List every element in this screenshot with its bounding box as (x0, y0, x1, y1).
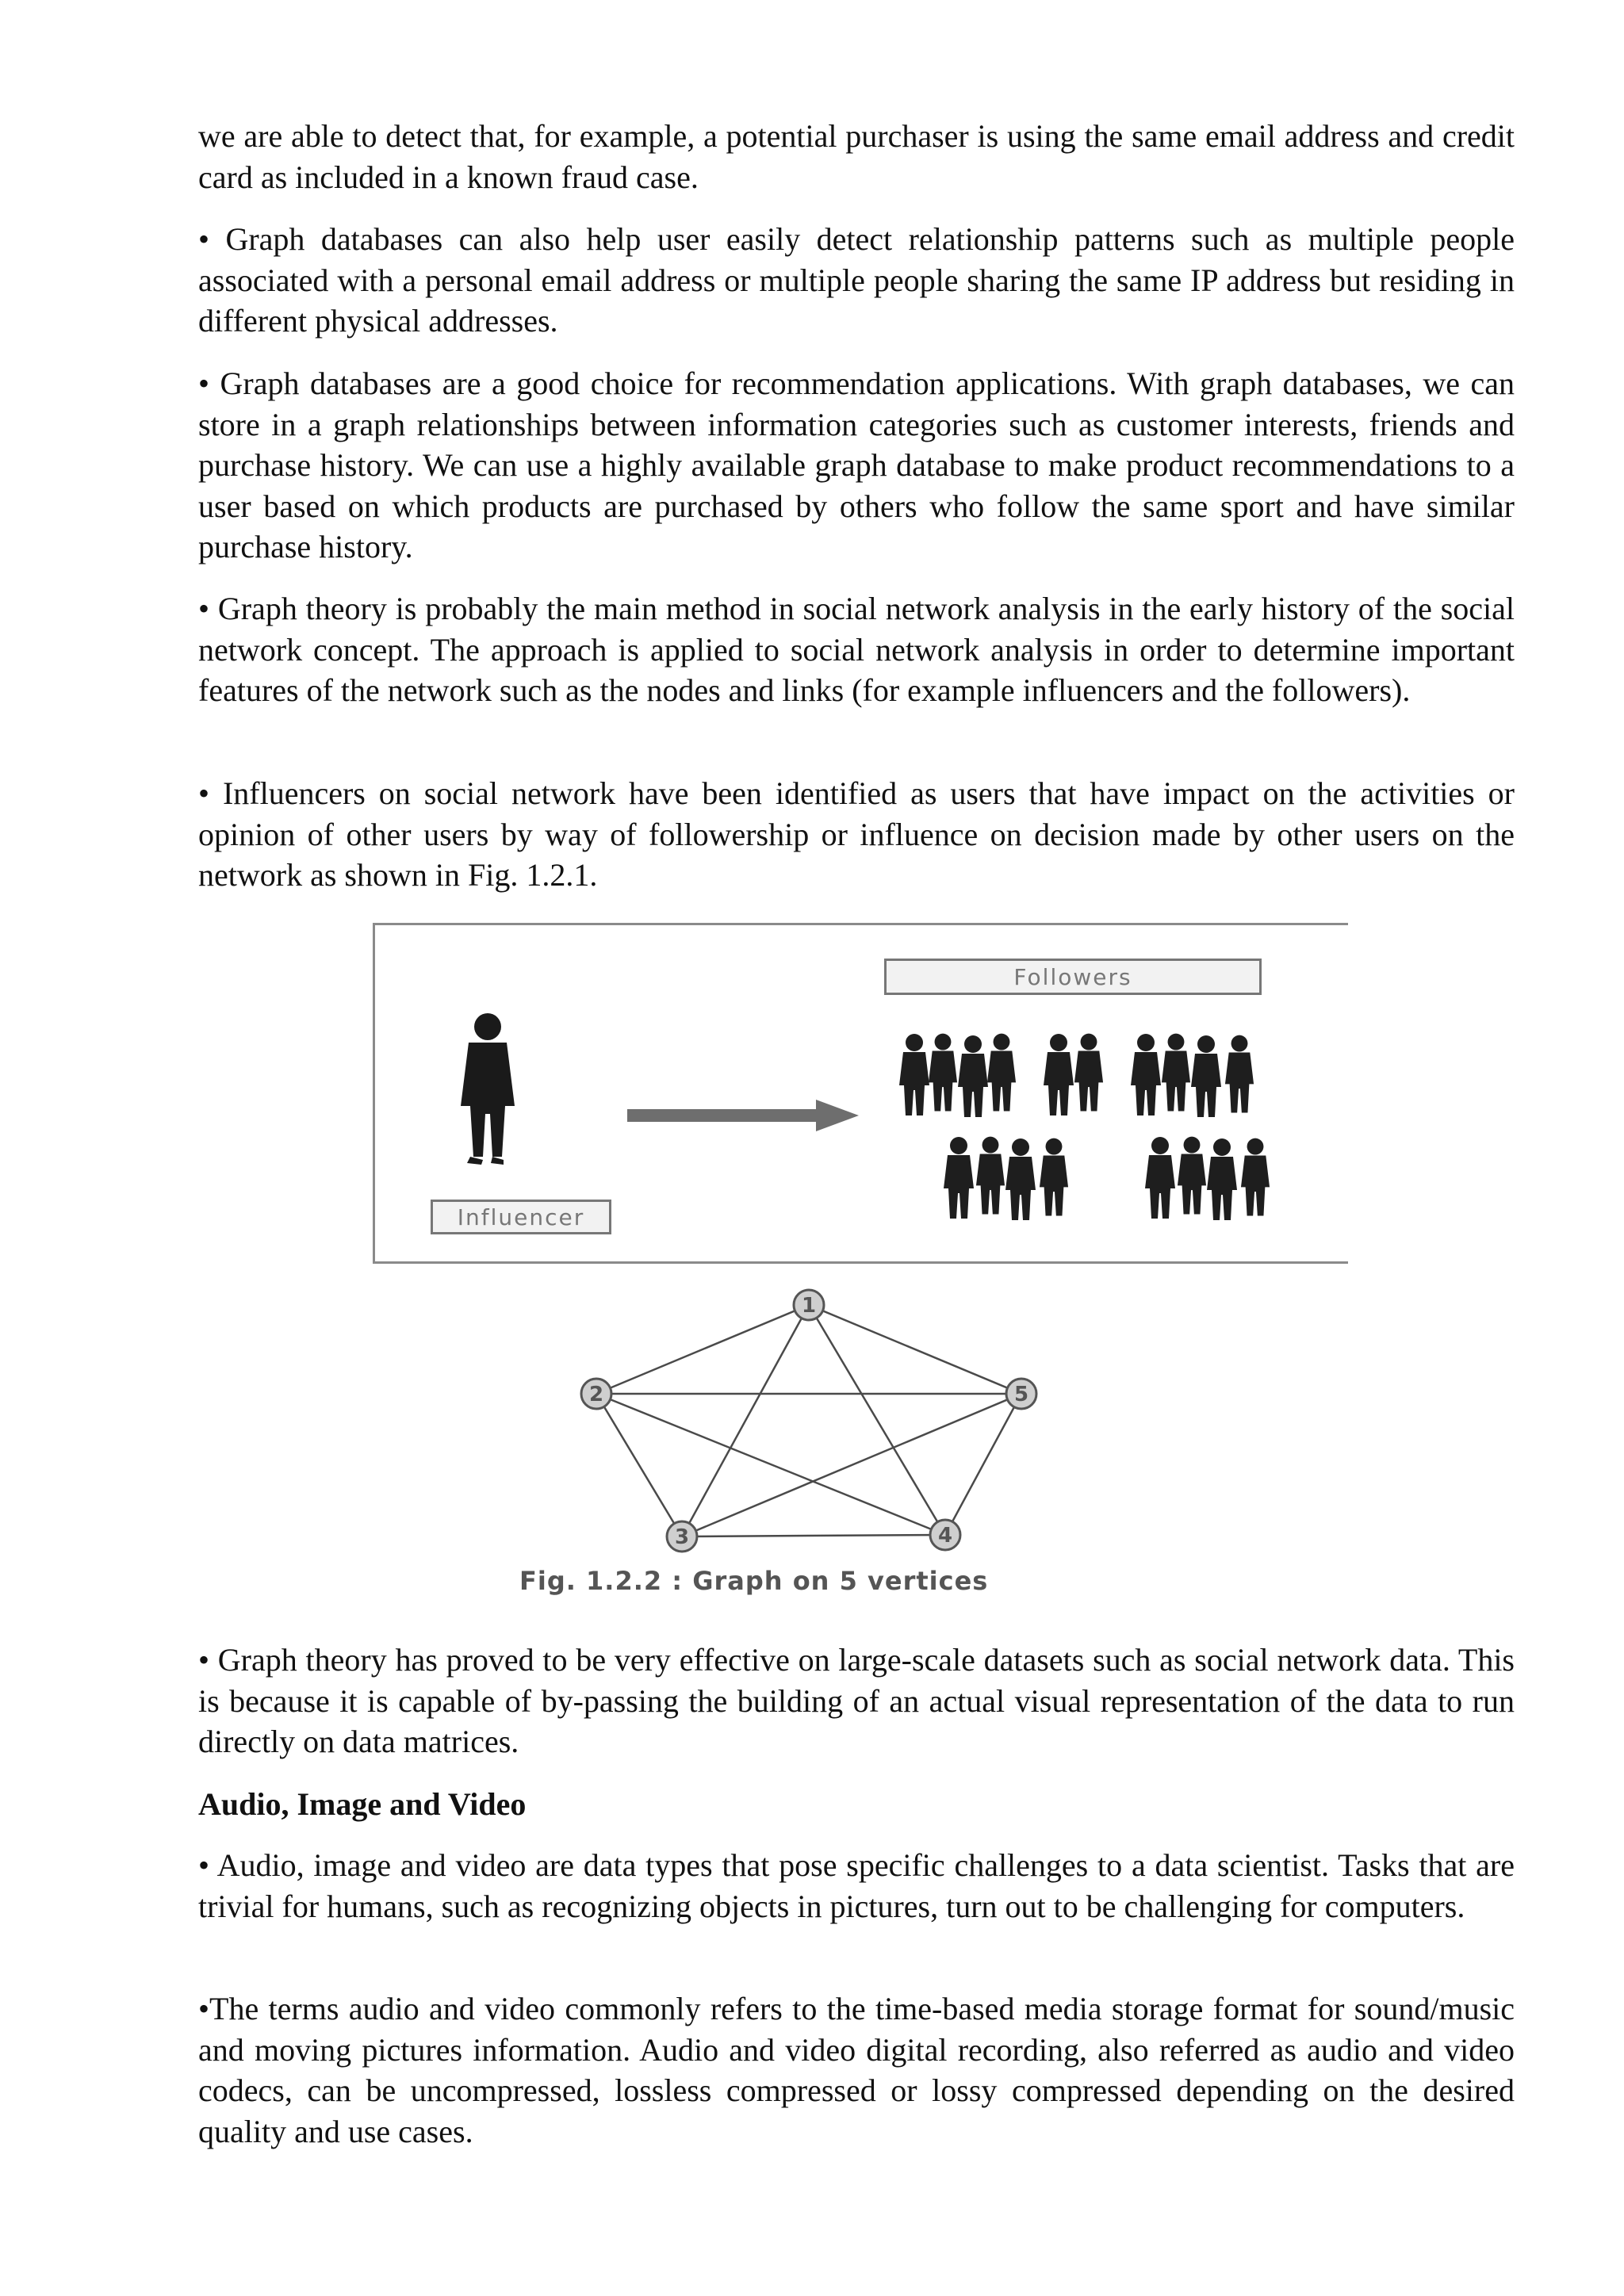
vertex-2-label: 2 (588, 1383, 604, 1406)
paragraph-relationship-patterns: • Graph databases can also help user easily detect relationship patterns such as multiple people associated with a personal email address or multiple people sharing the same IP address but residing in different physical addresses. (198, 221, 1515, 339)
vertex-4-label: 4 (937, 1524, 953, 1548)
vertex-1-label: 1 (801, 1294, 817, 1318)
vertex-2 (581, 1379, 611, 1409)
arrow-right-icon (627, 1100, 859, 1131)
paragraph-graph-theory-large-scale: • Graph theory has proved to be very effective on large-scale datasets such as social network data. This is because it is capable of by-passing the building of an actual visual representation of the data to run directly on data matrices. (198, 1642, 1515, 1759)
complete-graph-k5-diagram (555, 1280, 1071, 1566)
influencer-followers-figure (373, 923, 1348, 1264)
influencer-label: Influencer (431, 1200, 611, 1234)
paragraph-influencers: • Influencers on social network have been identified as users that have impact on the activities or opinion of other users by way of followership or influence on decision made by other users on the network as shown in Fig. 1.2.1. (198, 775, 1515, 893)
paragraph-graph-theory-sna: • Graph theory is probably the main method in social network analysis in the early history of the social network concept. The approach is applied to social network analysis in order to determine important features of the network such as the nodes and links (for example influencers and the followers). (198, 591, 1515, 708)
vertex-5 (1006, 1379, 1036, 1409)
paragraph-recommendation: • Graph databases are a good choice for recommendation applications. With graph databases, we can store in a graph relationships between information categories such as customer interests, friends and purchase history. We can use a highly available graph database to make product recommendations to a user based on which products are purchased by others who follow the same sport and have similar purchase history. (198, 365, 1515, 564)
vertex-1 (794, 1290, 824, 1320)
paragraph-audio-image-video: • Audio, image and video are data types that pose specific challenges to a data scientist. Tasks that are trivial for humans, such as recognizing objects in pictures, turn out to be challenging for computers. (198, 1847, 1515, 1924)
vertex-4 (930, 1520, 960, 1550)
paragraph-audio-video-codecs: •The terms audio and video commonly refers to the time-based media storage format for sound/music and moving pictures information. Audio and video digital recording, also referred as audio and video codecs, can be uncompressed, lossless compressed or lossy compressed depending on the desired quality and use cases. (198, 1991, 1515, 2149)
graph-edges (596, 1305, 1021, 1536)
followers-crowd-icon (899, 1034, 1270, 1220)
figure-caption: Fig. 1.2.2 : Graph on 5 vertices (519, 1566, 989, 1596)
influencer-person-icon (461, 1013, 515, 1165)
vertex-5-label: 5 (1013, 1383, 1029, 1406)
vertex-3 (667, 1521, 697, 1552)
followers-label: Followers (884, 959, 1262, 995)
paragraph-fraud-detection: we are able to detect that, for example, a potential purchaser is using the same email address and credit card as included in a known fraud case. (198, 118, 1515, 195)
section-heading: Audio, Image and Video (198, 1786, 527, 1822)
vertex-3-label: 3 (674, 1525, 690, 1549)
